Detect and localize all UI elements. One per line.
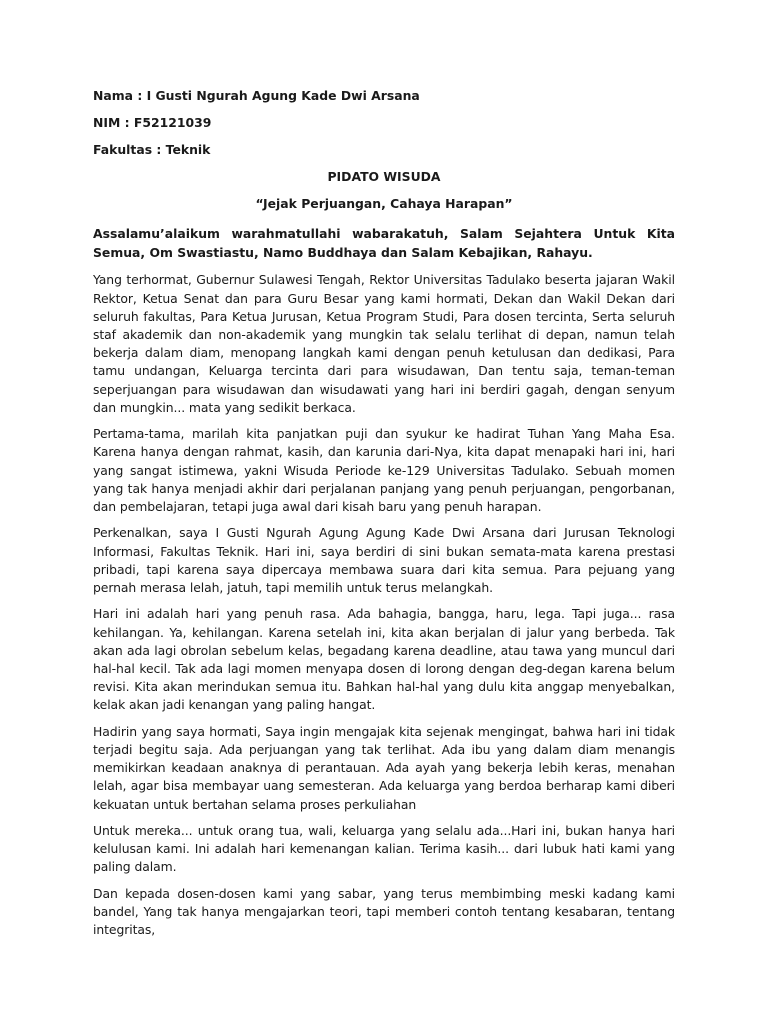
- paragraph-1: Yang terhormat, Gubernur Sulawesi Tengah, Rektor Universitas Tadulako beserta jajaran Wakil Rektor, Ketua Senat dan para Guru Besar yang kami hormati, Dekan dan Wakil Dekan dari seluruh fakultas, Para Ketua Jurusan, Ketua Program Studi, Para dosen tercinta, Serta seluruh staf akademik dan non-akademik yang mungkin tak selalu terlihat di depan, namun telah bekerja dalam diam, menopang langkah kami dengan penuh ketulusan dan dedikasi, Para tamu undangan, Keluarga tercinta dari para wisudawan, Dan tentu saja, teman-teman seperjuangan para wisudawan dan wisudawati yang hari ini berdiri gagah, dengan senyum dan mungkin... mata yang sedikit berkaca.: [93, 272, 675, 415]
- paragraph-4: Hari ini adalah hari yang penuh rasa. Ada bahagia, bangga, haru, lega. Tapi juga... rasa kehilangan. Ya, kehilangan. Karena setelah ini, kita akan berjalan di jalur yang berbeda. Tak akan ada lagi obrolan sebelum kelas, begadang karena deadline, atau tawa yang muncul dari hal-hal kecil. Tak ada lagi momen menyapa dosen di lorong dengan deg-degan karena belum revisi. Kita akan merindukan semua itu. Bahkan hal-hal yang dulu kita anggap menyebalkan, kelak akan jadi kenangan yang paling hangat.: [93, 606, 675, 713]
- paragraph-2: Pertama-tama, marilah kita panjatkan puji dan syukur ke hadirat Tuhan Yang Maha Esa. Karena hanya dengan rahmat, kasih, dan karunia dari-Nya, kita dapat menapaki hari ini, hari yang sangat istimewa, yakni Wisuda Periode ke-129 Universitas Tadulako. Sebuah momen yang tak hanya menjadi akhir dari perjalanan panjang yang penuh perjuangan, pengorbanan, dan pembelajaran, tetapi juga awal dari kisah baru yang penuh harapan.: [93, 426, 675, 515]
- paragraph-7: Dan kepada dosen-dosen kami yang sabar, yang terus membimbing meski kadang kami bandel, Yang tak hanya mengajarkan teori, tapi memberi contoh tentang kesabaran, tentang integritas,: [93, 885, 675, 938]
- speech-subtitle: “Jejak Perjuangan, Cahaya Harapan”: [255, 196, 513, 211]
- speech-title: PIDATO WISUDA: [327, 169, 441, 184]
- document-page: [93, 88, 675, 948]
- paragraph-3: Perkenalkan, saya I Gusti Ngurah Agung Agung Kade Dwi Arsana dari Jurusan Teknologi Informasi, Fakultas Teknik. Hari ini, saya berdiri di sini bukan semata-mata karena prestasi pribadi, tapi karena saya dipercaya membawa suara dari kita semua. Para pejuang yang pernah merasa lelah, jatuh, tapi memilih untuk terus melangkah.: [93, 525, 675, 596]
- paragraph-6: Untuk mereka... untuk orang tua, wali, keluarga yang selalu ada...Hari ini, bukan hanya hari kelulusan kami. Ini adalah hari kemenangan kalian. Terima kasih... dari lubuk hati kami yang paling dalam.: [93, 823, 675, 875]
- opening-greeting: Assalamu’alaikum warahmatullahi wabarakatuh, Salam Sejahtera Untuk Kita Semua, Om Swastiastu, Namo Buddhaya dan Salam Kebajikan, Rahayu.: [93, 226, 675, 261]
- student-faculty: Fakultas : Teknik: [93, 142, 211, 157]
- student-nim: NIM : F52121039: [93, 115, 212, 130]
- student-name: Nama : I Gusti Ngurah Agung Kade Dwi Arsana: [93, 88, 420, 103]
- paragraph-5: Hadirin yang saya hormati, Saya ingin mengajak kita sejenak mengingat, bahwa hari ini tidak terjadi begitu saja. Ada perjuangan yang tak terlihat. Ada ibu yang dalam diam menangis memikirkan keadaan anaknya di perantauan. Ada ayah yang bekerja lebih keras, menahan lelah, agar bisa membayar uang semesteran. Ada keluarga yang berdoa berharap kami diberi kekuatan untuk bertahan selama proses perkuliahan: [93, 723, 675, 812]
